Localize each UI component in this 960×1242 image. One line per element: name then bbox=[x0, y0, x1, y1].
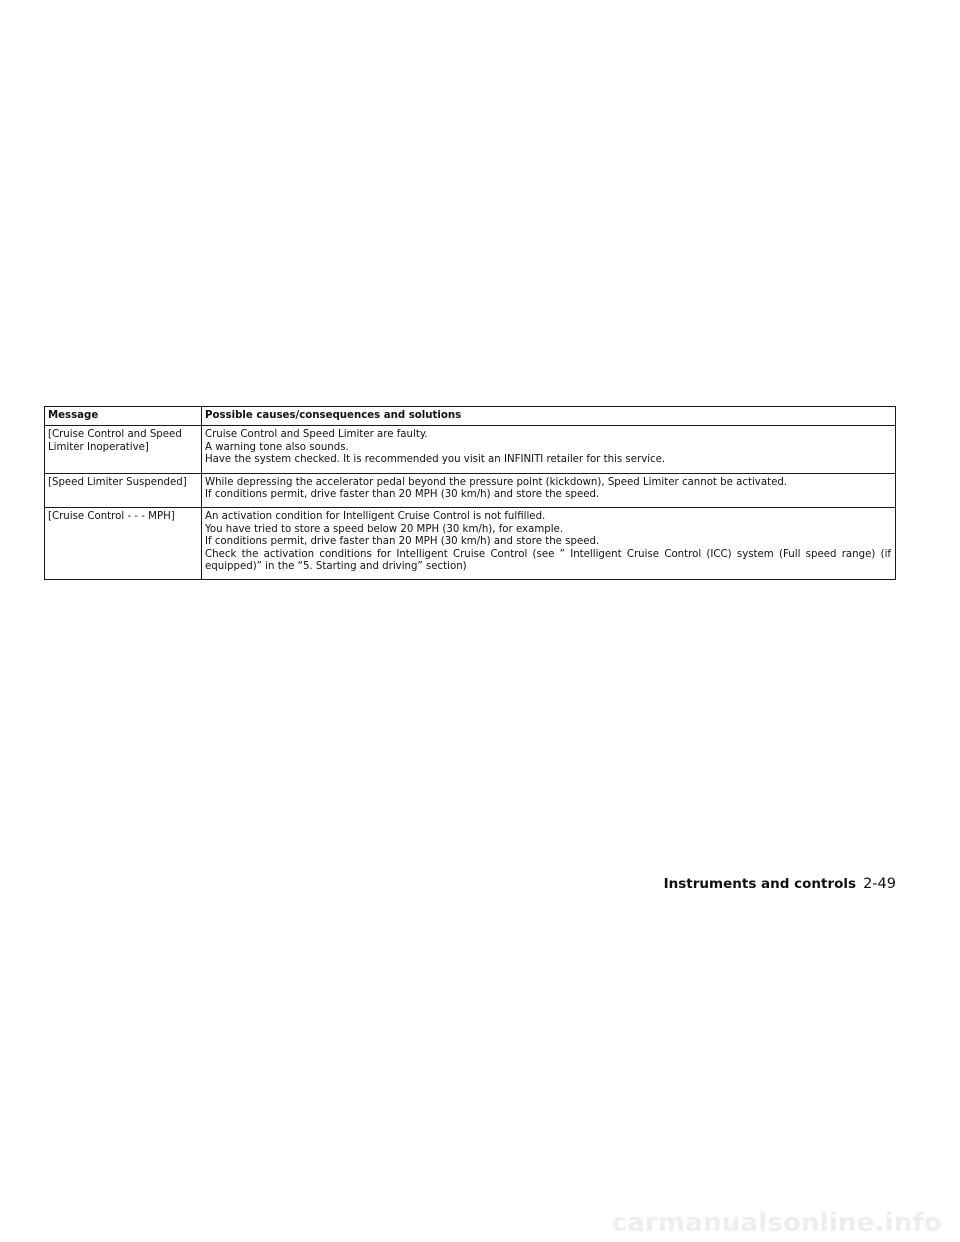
message-cell bbox=[45, 426, 202, 473]
solution-line: An activation condition for Intelligent Cruise Control is not fulfilled. bbox=[205, 511, 546, 523]
message-line: [Cruise Control - - - MPH] bbox=[48, 511, 175, 523]
solution-cell bbox=[202, 426, 896, 473]
table-row bbox=[45, 426, 896, 473]
page-number: 2-49 bbox=[863, 876, 896, 892]
table-row bbox=[45, 473, 896, 508]
message-line: Limiter Inoperative] bbox=[48, 441, 149, 453]
solution-line: equipped)” in the “5. Starting and driving” section) bbox=[205, 561, 467, 573]
solution-line: You have tried to store a speed below 20 MPH (30 km/h), for example. bbox=[205, 523, 564, 535]
solution-line: If conditions permit, drive faster than 20 MPH (30 km/h) and store the speed. bbox=[205, 536, 600, 548]
column-header-message: Message bbox=[45, 407, 202, 426]
solution-cell bbox=[202, 508, 896, 580]
column-header-solutions: Possible causes/consequences and solutions bbox=[202, 407, 896, 426]
solution-cell bbox=[202, 473, 896, 508]
solution-line: If conditions permit, drive faster than 20 MPH (30 km/h) and store the speed. bbox=[205, 489, 600, 501]
page-footer bbox=[664, 876, 896, 892]
section-title: Instruments and controls bbox=[663, 876, 857, 892]
table-row bbox=[45, 508, 896, 580]
table-header-row bbox=[45, 407, 896, 426]
solution-line: While depressing the accelerator pedal beyond the pressure point (kickdown), Speed Limiter cannot be activated. bbox=[205, 476, 788, 488]
message-cell bbox=[45, 508, 202, 580]
message-line: [Speed Limiter Suspended] bbox=[48, 476, 187, 488]
solution-line: Check the activation conditions for Intelligent Cruise Control (see ” Intelligent Cruise Control (ICC) system (Full speed range) (if bbox=[205, 548, 891, 560]
watermark: carmanualsonline.info bbox=[611, 1208, 942, 1238]
message-table bbox=[44, 406, 896, 580]
message-cell bbox=[45, 473, 202, 508]
message-line: [Cruise Control and Speed bbox=[48, 429, 182, 441]
solution-line: Have the system checked. It is recommended you visit an INFINITI retailer for this service. bbox=[205, 454, 666, 466]
solution-line: Cruise Control and Speed Limiter are faulty. bbox=[205, 429, 428, 441]
solution-line: A warning tone also sounds. bbox=[205, 441, 349, 453]
